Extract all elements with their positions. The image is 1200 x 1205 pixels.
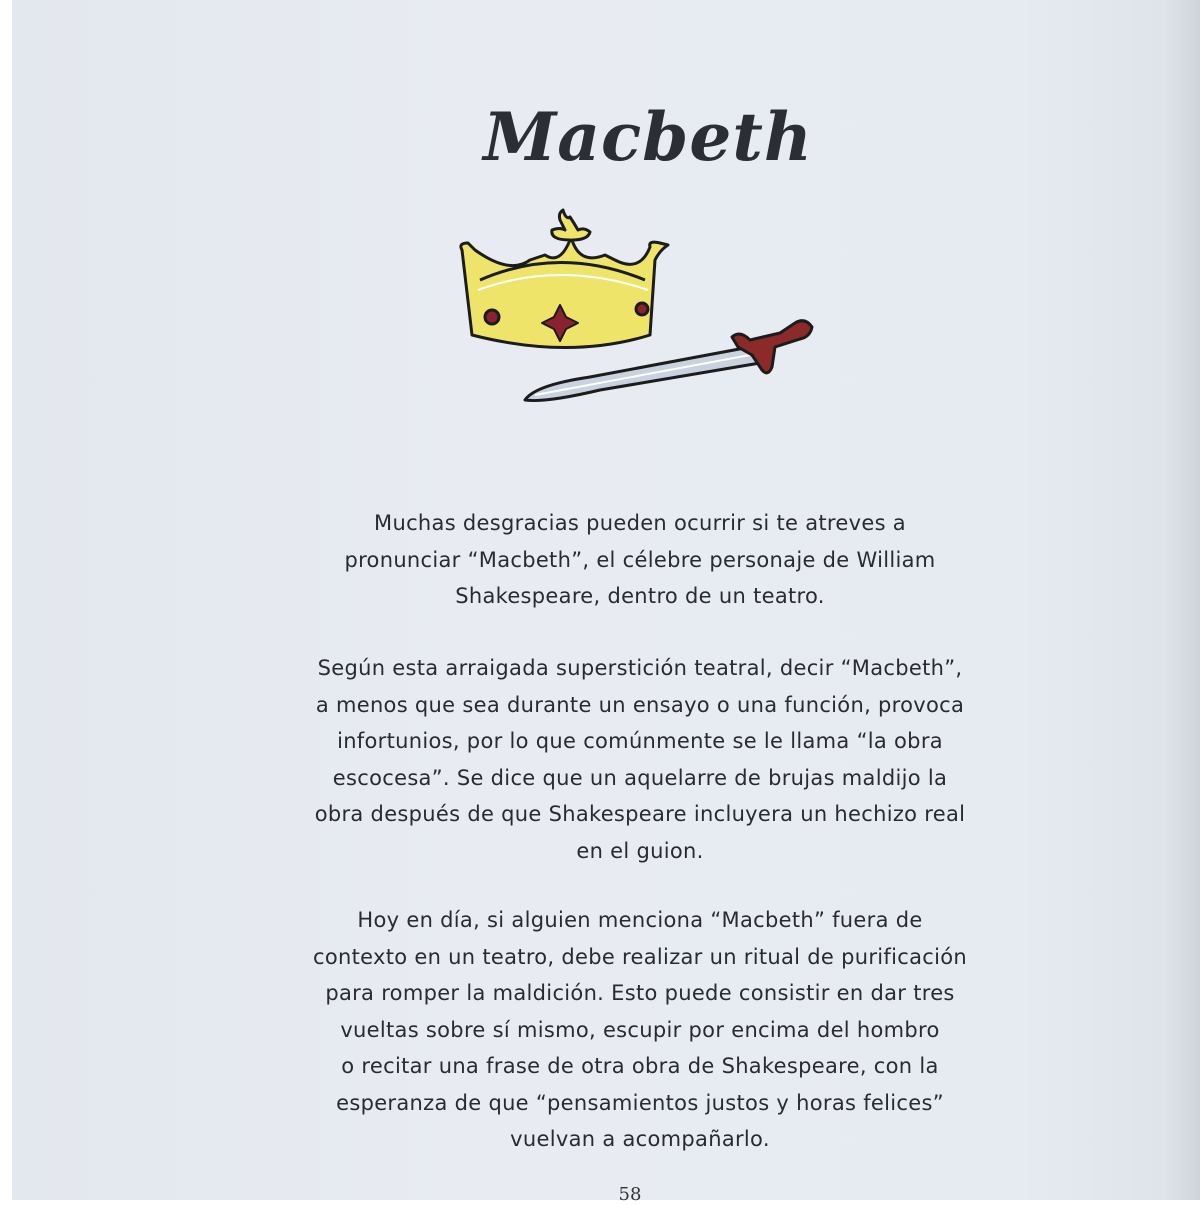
text-line: vuelvan a acompañarlo. <box>510 1127 770 1151</box>
text-line: infortunios, por lo que comúnmente se le llama “la obra <box>337 729 943 753</box>
text-line: contexto en un teatro, debe realizar un ritual de purificación <box>312 944 967 969</box>
text-line: a menos que sea durante un ensayo o una función, provoca <box>315 692 965 717</box>
text-line: pronunciar “Macbeth”, el célebre personaje de William <box>344 547 936 572</box>
text-line: obra después de que Shakespeare incluyera un hechizo real <box>314 802 966 826</box>
text-line: en el guion. <box>576 838 704 863</box>
text-line: o recitar una frase de otra obra de Shakespeare, con la <box>341 1054 939 1078</box>
text-line: Según esta arraigada superstición teatral, decir “Macbeth”, <box>317 656 963 680</box>
paragraph-3 <box>0 902 1200 1158</box>
crown-icon <box>461 210 668 348</box>
page-number: 58 <box>618 1184 642 1205</box>
text-line: esperanza de que “pensamientos justos y horas felices” <box>336 1090 944 1115</box>
text-line: Muchas desgracias pueden ocurrir si te atreves a <box>374 511 906 535</box>
paragraph-1 <box>0 505 1200 615</box>
text-line: Shakespeare, dentro de un teatro. <box>455 584 825 608</box>
text-line: vueltas sobre sí mismo, escupir por encima del hombro <box>340 1017 940 1042</box>
text-line: escocesa”. Se dice que un aquelarre de brujas maldijo la <box>332 765 948 790</box>
text-line: para romper la maldición. Esto puede consistir en dar tres <box>325 981 955 1005</box>
page-title: Macbeth <box>483 98 813 176</box>
paragraph-2 <box>0 650 1200 869</box>
text-line: Hoy en día, si alguien menciona “Macbeth” fuera de <box>357 908 923 932</box>
crown-and-sword-illustration <box>450 205 830 415</box>
